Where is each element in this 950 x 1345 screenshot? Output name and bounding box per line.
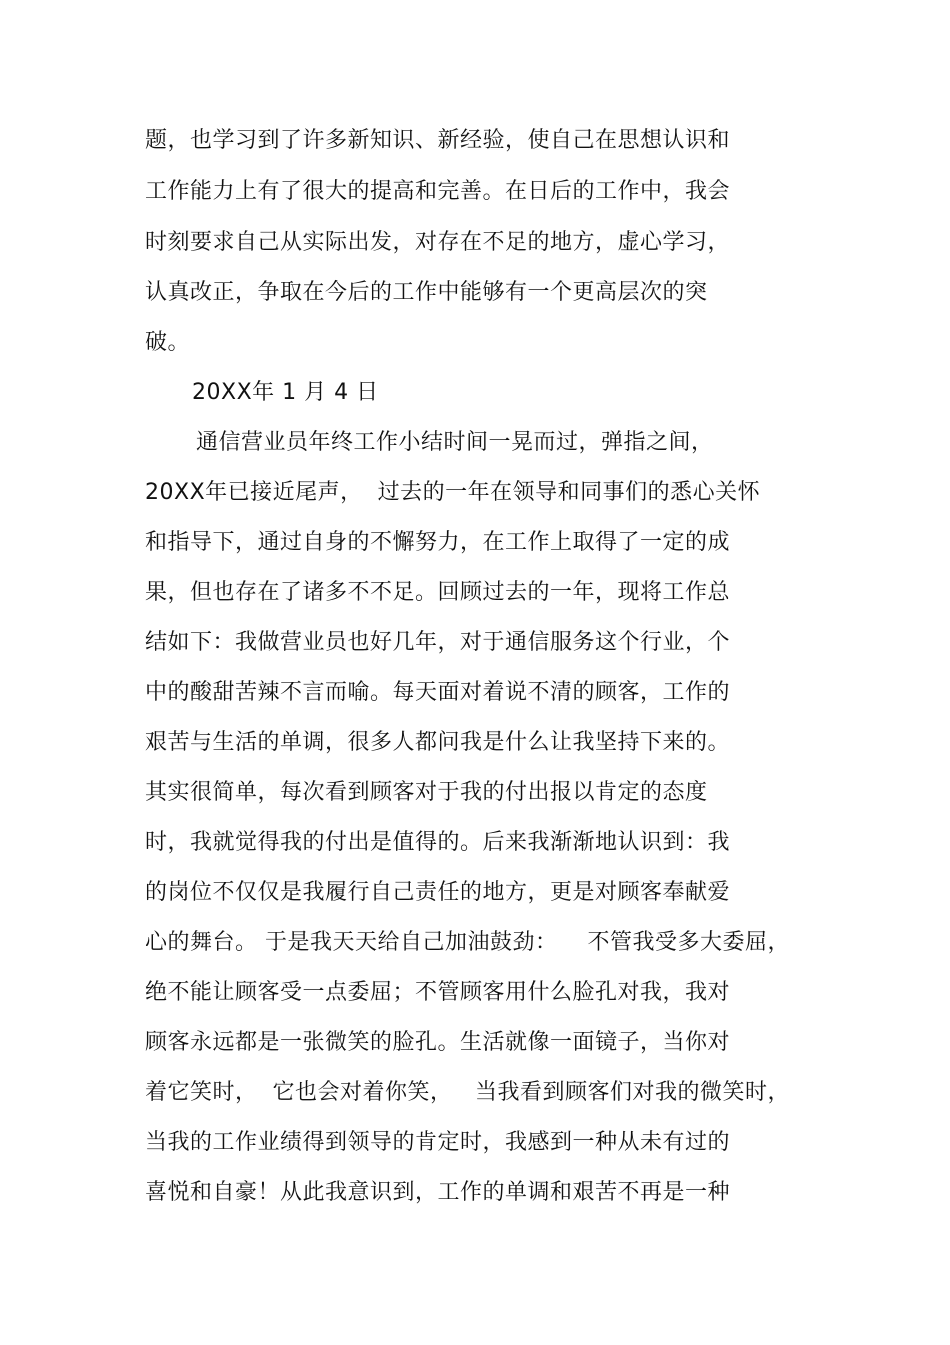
text-line: 工作能力上有了很大的提高和完善。在日后的工作中，我会 — [145, 179, 731, 204]
text-line: 艰苦与生活的单调，很多人都问我是什么让我坚持下来的。 — [145, 730, 731, 755]
text-line: 当我的工作业绩得到领导的肯定时，我感到一种从未有过的 — [145, 1130, 731, 1155]
text-line: 和指导下，通过自身的不懈努力，在工作上取得了一定的成 — [145, 530, 731, 555]
text-line: 破。 — [145, 330, 191, 355]
text-line: 时刻要求自己从实际出发，对存在不足的地方，虚心学习， — [145, 230, 731, 255]
text-line: 果，但也存在了诸多不不足。回顾过去的一年，现将工作总 — [145, 580, 731, 605]
text-line: 的岗位不仅仅是我履行自己责任的地方，更是对顾客奉献爱 — [145, 880, 731, 905]
text-line: 中的酸甜苦辣不言而喻。每天面对着说不清的顾客，工作的 — [145, 680, 731, 705]
text-line: 其实很简单，每次看到顾客对于我的付出报以肯定的态度 — [145, 780, 708, 805]
text-line: 顾客永远都是一张微笑的脸孔。生活就像一面镜子，当你对 — [145, 1030, 731, 1055]
date-line: 20XX年 1 月 4 日 — [192, 380, 379, 405]
text-line: 绝不能让顾客受一点委屈；不管顾客用什么脸孔对我，我对 — [145, 980, 731, 1005]
text-line: 通信营业员年终工作小结时间一晃而过，弹指之间， — [196, 430, 714, 455]
text-line: 心的舞台。 于是我天天给自己加油鼓劲： 不管我受多大委屈， — [145, 930, 790, 955]
text-line: 题，也学习到了许多新知识、新经验，使自己在思想认识和 — [145, 128, 731, 153]
text-line: 着它笑时， 它也会对着你笑， 当我看到顾客们对我的微笑时， — [145, 1080, 790, 1105]
text-line: 喜悦和自豪！从此我意识到，工作的单调和艰苦不再是一种 — [145, 1180, 731, 1205]
text-line: 时，我就觉得我的付出是值得的。后来我渐渐地认识到：我 — [145, 830, 731, 855]
text-line: 认真改正，争取在今后的工作中能够有一个更高层次的突 — [145, 280, 708, 305]
text-line: 20XX年已接近尾声， 过去的一年在领导和同事们的悉心关怀 — [145, 480, 761, 505]
text-line: 结如下：我做营业员也好几年，对于通信服务这个行业，个 — [145, 630, 731, 655]
